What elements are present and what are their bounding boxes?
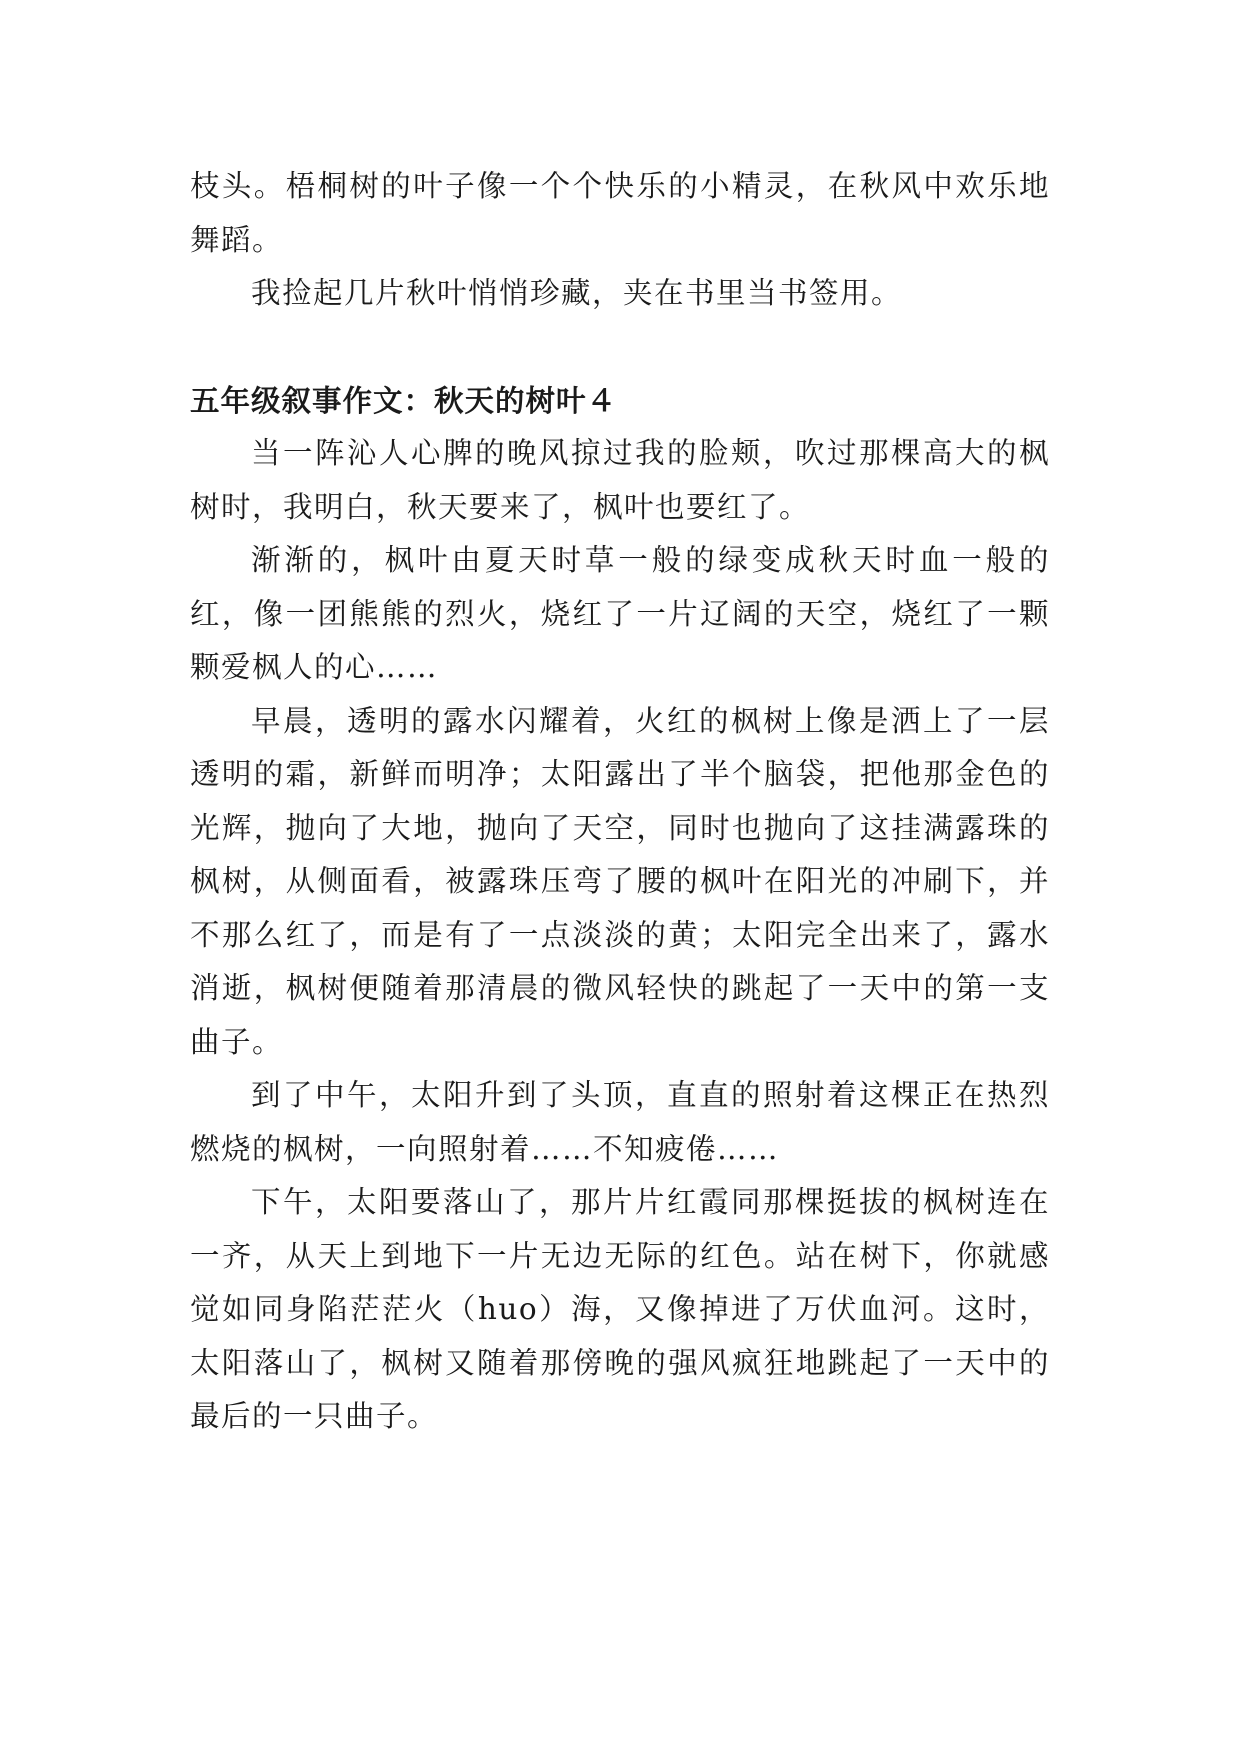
section-title: 五年级叙事作文：秋天的树叶４ <box>190 382 618 418</box>
continuation-paragraph: 枝头。梧桐树的叶子像一个个快乐的小精灵，在秋风中欢乐地舞蹈。 <box>190 169 1050 257</box>
body-paragraph: 早晨，透明的露水闪耀着，火红的枫树上像是洒上了一层透明的霜，新鲜而明净；太阳露出了半个脑袋，把他那金色的光辉，抛向了大地，抛向了天空，同时也抛向了这挂满露珠的枫树，从侧面看，被露珠压弯了腰的枫叶在阳光的冲刷下，并不那么红了，而是有了一点淡淡的黄；太阳完全出来了，露水消逝，枫树便随着那清晨的微风轻快的跳起了一天中的第一支曲子。 <box>190 703 1050 1059</box>
body-paragraph: 到了中午，太阳升到了头顶，直直的照射着这棵正在热烈燃烧的枫树，一向照射着……不知疲倦…… <box>190 1078 1050 1166</box>
continuation-paragraph: 我捡起几片秋叶悄悄珍藏，夹在书里当书签用。 <box>251 276 903 310</box>
body-paragraph: 下午，太阳要落山了，那片片红霞同那棵挺拔的枫树连在一齐，从天上到地下一片无边无际的红色。站在树下，你就感觉如同身陷茫茫火（huo）海，又像掉进了万伏血河。这时，太阳落山了，枫树又随着那傍晚的强风疯狂地跳起了一天中的最后的一只曲子。 <box>190 1185 1050 1433</box>
body-paragraph: 当一阵沁人心脾的晚风掠过我的脸颊，吹过那棵高大的枫树时，我明白，秋天要来了，枫叶也要红了。 <box>190 436 1050 524</box>
document-page <box>190 160 1050 1444</box>
body-paragraph: 渐渐的，枫叶由夏天时草一般的绿变成秋天时血一般的红，像一团熊熊的烈火，烧红了一片辽阔的天空，烧红了一颗颗爱枫人的心…… <box>190 543 1050 684</box>
